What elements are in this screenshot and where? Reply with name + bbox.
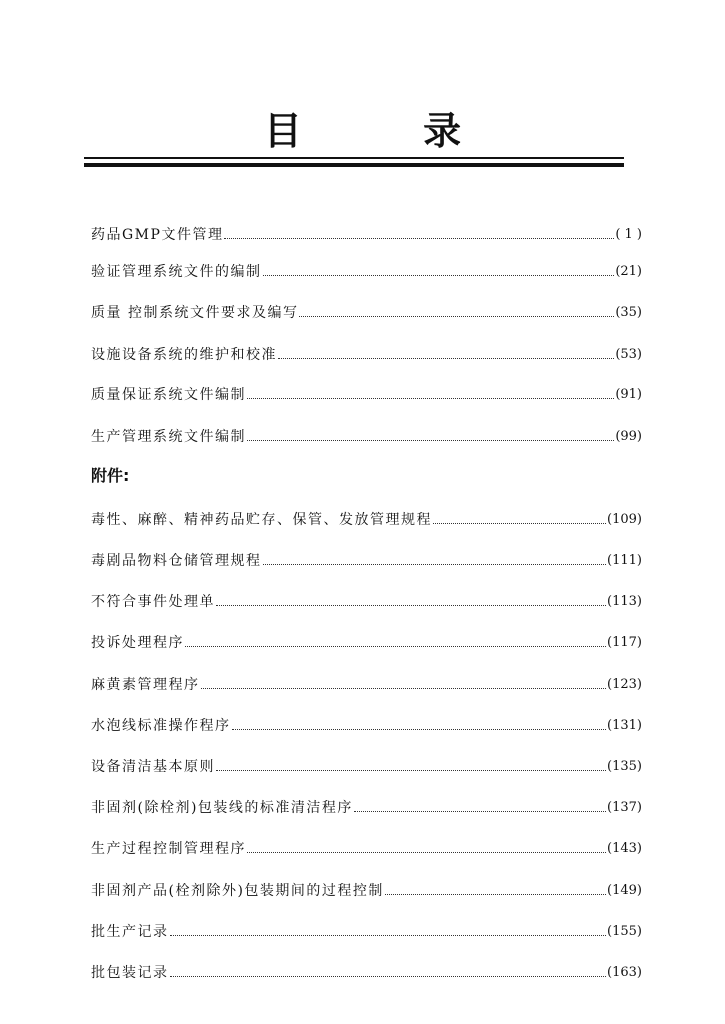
dot-leader <box>170 934 607 936</box>
dot-leader <box>224 237 614 239</box>
dot-leader <box>385 893 606 895</box>
toc-entry-label: 麻黄素管理程序 <box>91 677 200 693</box>
toc-entry-page: (137) <box>607 800 642 815</box>
toc-entry-label: 毒性、麻醉、精神药品贮存、保管、发放管理规程 <box>91 512 432 528</box>
toc-entry-label: 生产过程控制管理程序 <box>91 841 246 857</box>
toc-entry-page: (53) <box>615 347 642 362</box>
toc-entry-page: (99) <box>615 429 642 444</box>
toc-entry-page: (109) <box>607 512 642 527</box>
toc-entry[interactable] <box>91 424 642 446</box>
toc-entry[interactable] <box>91 672 642 694</box>
dot-leader <box>216 769 606 771</box>
toc-entry[interactable] <box>91 589 642 611</box>
toc-entry-label: 质量 控制系统文件要求及编写 <box>91 305 299 321</box>
toc-entry-page: ( 1 ) <box>615 227 642 242</box>
toc-entry-page: (135) <box>607 759 642 774</box>
toc-entry[interactable] <box>91 630 642 652</box>
toc-entry-label: 批生产记录 <box>91 924 169 940</box>
toc-entry-label: 投诉处理程序 <box>91 635 184 651</box>
toc-entry-label: 设备清洁基本原则 <box>91 759 215 775</box>
attachments-heading: 附件: <box>91 466 130 485</box>
toc-entry-label: 非固剂产品(栓剂除外)包装期间的过程控制 <box>91 883 384 899</box>
dot-leader <box>247 397 614 399</box>
toc-entry[interactable] <box>91 222 642 244</box>
dot-leader <box>216 604 606 606</box>
toc-entry-label: 非固剂(除栓剂)包装线的标准清洁程序 <box>91 800 353 816</box>
toc-entry-page: (143) <box>607 841 642 856</box>
toc-entry[interactable] <box>91 548 642 570</box>
dot-leader <box>354 810 606 812</box>
toc-entry-page: (91) <box>615 387 642 402</box>
dot-leader <box>247 851 606 853</box>
toc-entry-page: (155) <box>607 924 642 939</box>
dot-leader <box>433 522 606 524</box>
toc-entry-label: 毒剧品物料仓储管理规程 <box>91 553 262 569</box>
page-title: 目 录 <box>263 109 516 153</box>
toc-entry-label: 不符合事件处理单 <box>91 594 215 610</box>
toc-entry[interactable] <box>91 713 642 735</box>
toc-entry[interactable] <box>91 960 642 982</box>
toc-entry-page: (21) <box>615 264 642 279</box>
toc-entry[interactable] <box>91 342 642 364</box>
toc-entry-label: 质量保证系统文件编制 <box>91 387 246 403</box>
toc-entry[interactable] <box>91 382 642 404</box>
toc-entry[interactable] <box>91 795 642 817</box>
dot-leader <box>263 274 615 276</box>
dot-leader <box>232 728 607 730</box>
toc-entry-label: 验证管理系统文件的编制 <box>91 264 262 280</box>
toc-entry-page: (163) <box>607 965 642 980</box>
toc-entry-label: 设施设备系统的维护和校准 <box>91 347 277 363</box>
toc-entry-page: (117) <box>607 635 642 650</box>
dot-leader <box>247 439 614 441</box>
toc-entry[interactable] <box>91 878 642 900</box>
toc-entry-page: (113) <box>607 594 642 609</box>
toc-entry[interactable] <box>91 836 642 858</box>
dot-leader <box>263 563 607 565</box>
dot-leader <box>185 645 606 647</box>
dot-leader <box>170 975 607 977</box>
toc-entry-page: (111) <box>607 553 642 568</box>
toc-entry[interactable] <box>91 919 642 941</box>
toc-entry[interactable] <box>91 300 642 322</box>
dot-leader <box>278 357 614 359</box>
toc-entry[interactable] <box>91 507 642 529</box>
toc-entry-page: (149) <box>607 883 642 898</box>
toc-entry[interactable] <box>91 259 642 281</box>
toc-entry-page: (131) <box>607 718 642 733</box>
toc-entry-page: (123) <box>607 677 642 692</box>
dot-leader <box>299 315 614 317</box>
toc-entry-label: 药品GMP文件管理 <box>91 227 224 243</box>
dot-leader <box>201 687 607 689</box>
toc-entry[interactable] <box>91 754 642 776</box>
toc-entry-label: 生产管理系统文件编制 <box>91 429 246 445</box>
toc-entry-label: 水泡线标准操作程序 <box>91 718 231 734</box>
toc-entry-page: (35) <box>615 305 642 320</box>
toc-entry-label: 批包装记录 <box>91 965 169 981</box>
